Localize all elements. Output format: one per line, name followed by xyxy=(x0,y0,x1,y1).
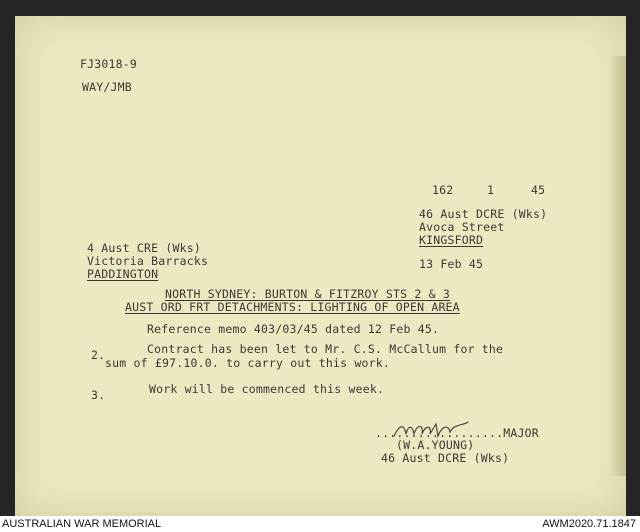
subject-line-1: NORTH SYDNEY: BURTON & FITZROY STS 2 & 3 xyxy=(165,287,450,301)
paragraph-3-number: 3. xyxy=(91,388,106,402)
recipient-line-1: 4 Aust CRE (Wks) xyxy=(87,241,201,255)
date-code-2: 1 xyxy=(487,183,495,197)
paragraph-2-line-1: Contract has been let to Mr. C.S. McCallum for the xyxy=(147,342,504,356)
reference-line: Reference memo 403/03/45 dated 12 Feb 45. xyxy=(147,322,440,336)
sender-line-2: Avoca Street xyxy=(419,220,505,234)
signatory-unit: 46 Aust DCRE (Wks) xyxy=(381,451,510,465)
letter-date: 13 Feb 45 xyxy=(419,257,484,271)
archive-footer xyxy=(0,516,640,532)
subject-line-2: AUST ORD FRT DETACHMENTS: LIGHTING OF OPEN AREA xyxy=(125,300,460,314)
sender-line-3: KINGSFORD xyxy=(419,233,484,247)
paragraph-2-line-2: sum of £97.10.0. to carry out this work. xyxy=(105,356,390,370)
file-reference: FJ3018-9 xyxy=(80,57,137,71)
date-code-3: 45 xyxy=(531,183,546,197)
sender-line-1: 46 Aust DCRE (Wks) xyxy=(419,207,548,221)
paragraph-3-text: Work will be commenced this week. xyxy=(149,382,385,396)
typist-initials: WAY/JMB xyxy=(82,80,132,94)
signature-line: ..................MAJOR xyxy=(375,426,539,440)
recipient-line-2: Victoria Barracks xyxy=(87,254,209,268)
paragraph-2-number: 2. xyxy=(91,348,106,362)
footer-accession-number: AWM2020.71.1847 xyxy=(542,518,636,530)
footer-institution: AUSTRALIAN WAR MEMORIAL xyxy=(2,518,162,530)
recipient-line-3: PADDINGTON xyxy=(87,267,159,281)
signatory-name: (W.A.YOUNG) xyxy=(396,438,475,452)
date-code-1: 162 xyxy=(432,183,454,197)
